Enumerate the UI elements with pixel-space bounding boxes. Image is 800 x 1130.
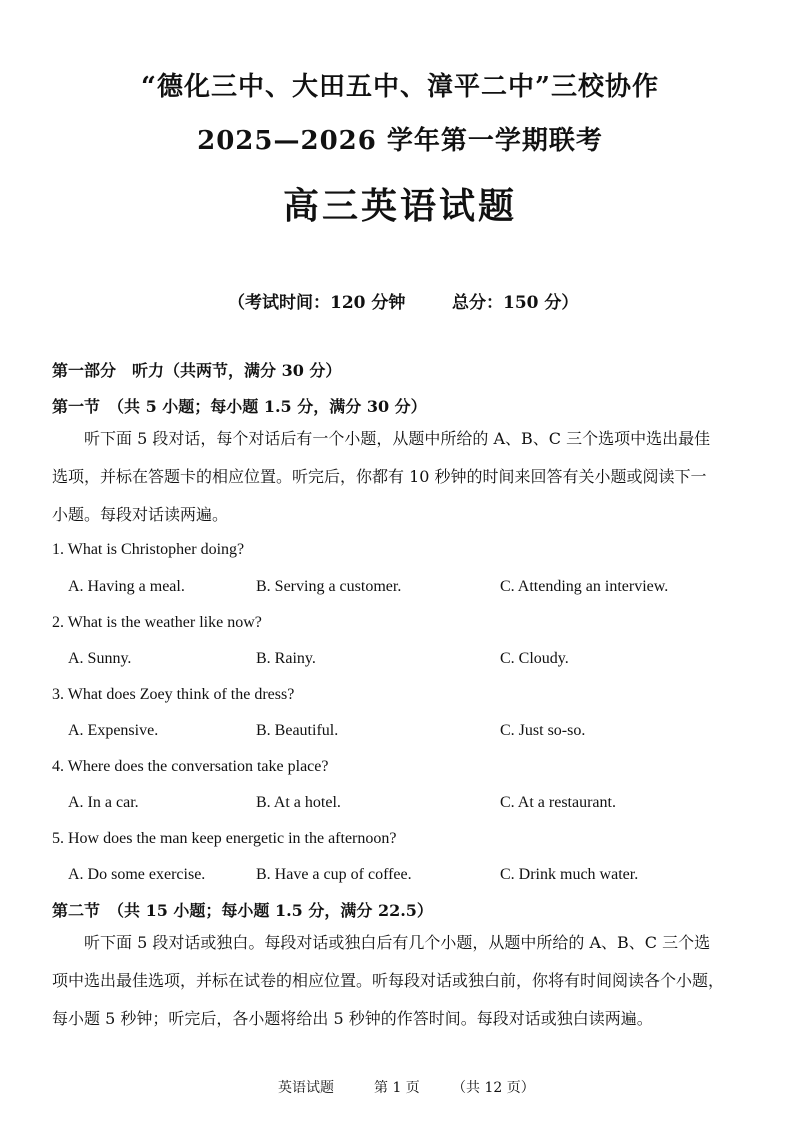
option-c: C. Drink much water. [500,866,639,883]
section2-heading: 第二节 （共 15 小题；每小题 1.5 分，满分 22.5） [52,901,433,920]
instruction-line: 选项，并标在答题卡的相应位置。听完后，你都有 10 秒钟的时间来回答有关小题或阅读下一 [52,467,707,486]
option-b: B. Rainy. [256,650,316,667]
option-a: A. Having a meal. [68,578,185,595]
footer-page: 第 1 页 [374,1080,420,1096]
instruction-line: 听下面 5 段对话，每个对话后有一个小题，从题中所给的 A、B、C 三个选项中选出最佳 [84,429,711,448]
footer-subject: 英语试题 [278,1080,334,1096]
option-c: C. Attending an interview. [500,578,669,595]
term-line: 2025—2026 学年第一学期联考 [197,126,603,156]
question-stem: 2. What is the weather like now? [52,614,262,631]
section2-instructions [52,924,752,1038]
option-b: B. At a hotel. [256,794,341,811]
option-a: A. Expensive. [68,722,159,739]
option-a: A. Sunny. [68,650,132,667]
instruction-line: 项中选出最佳选项，并标在试卷的相应位置。听每段对话或独白前，你将有时间阅读各个小题， [52,971,725,990]
option-c: C. At a restaurant. [500,794,616,811]
page-title: 高三英语试题 [282,185,517,227]
footer-total: （共 12 页） [452,1080,535,1096]
part-heading: 第一部分 听力（共两节，满分 30 分） [52,361,342,380]
exam-time: （考试时间：120 分钟 [228,293,406,313]
option-a: A. Do some exercise. [68,866,206,883]
section1-instructions [52,420,752,534]
option-b: B. Serving a customer. [256,578,402,595]
instruction-line: 听下面 5 段对话或独白。每段对话或独白后有几个小题，从题中所给的 A、B、C 三个选 [84,933,711,952]
question-stem: 4. Where does the conversation take place? [52,758,329,775]
option-b: B. Beautiful. [256,722,339,739]
instruction-line: 每小题 5 秒钟；听完后，各小题将给出 5 秒钟的作答时间。每段对话或独白读两遍。 [52,1009,653,1028]
option-a: A. In a car. [68,794,139,811]
question-stem: 5. How does the man keep energetic in the afternoon? [52,830,397,847]
question-stem: 3. What does Zoey think of the dress? [52,686,295,703]
section1-heading: 第一节 （共 5 小题；每小题 1.5 分，满分 30 分） [52,397,427,416]
option-c: C. Just so-so. [500,722,586,739]
option-c: C. Cloudy. [500,650,569,667]
school-line: “德化三中、大田五中、漳平二中”三校协作 [141,72,659,102]
instruction-line: 小题。每段对话读两遍。 [52,505,229,524]
option-b: B. Have a cup of coffee. [256,866,412,883]
question-stem: 1. What is Christopher doing? [52,541,245,558]
total-score: 总分：150 分） [452,293,579,313]
